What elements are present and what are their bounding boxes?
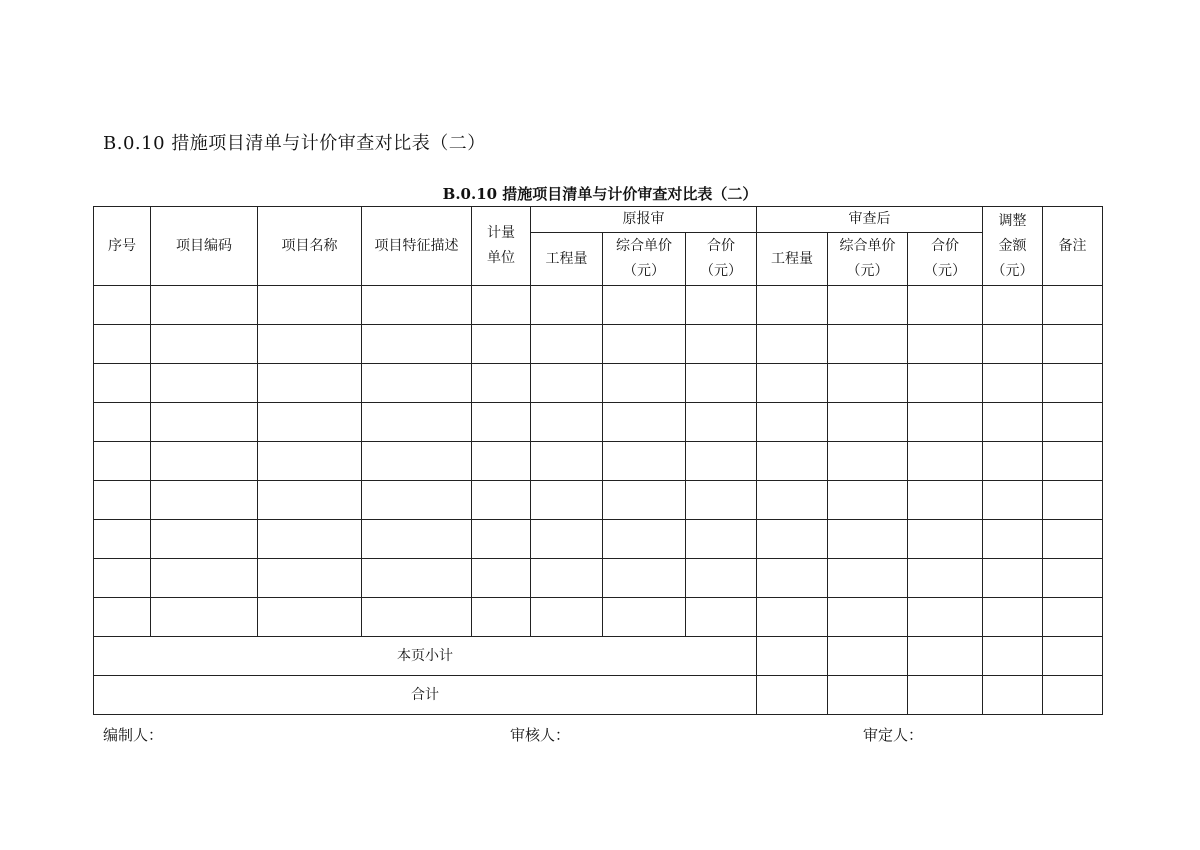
- table-row: [94, 559, 1103, 598]
- table-cell: [1043, 403, 1103, 442]
- table-row: [94, 520, 1103, 559]
- table-cell: [472, 325, 531, 364]
- header-reviewed-unit-price-line1: 综合单价: [839, 238, 896, 254]
- table-cell: [362, 442, 472, 481]
- table-cell: [151, 442, 258, 481]
- table-cell: [757, 598, 828, 637]
- table-cell: [686, 481, 757, 520]
- header-adjust-line2: 金额: [998, 237, 1027, 254]
- table-cell: [757, 403, 828, 442]
- table-cell: [828, 325, 908, 364]
- header-item-features: 项目特征描述: [362, 207, 472, 286]
- table-cell: [531, 481, 603, 520]
- header-original-total: [686, 233, 757, 286]
- table-cell: [258, 559, 362, 598]
- header-original-quantity: 工程量: [531, 233, 603, 286]
- table-cell: [908, 403, 983, 442]
- table-row: [94, 364, 1103, 403]
- table-cell: [686, 598, 757, 637]
- header-reviewed-group: 审查后: [757, 207, 983, 233]
- table-cell: [531, 520, 603, 559]
- table-cell: [472, 598, 531, 637]
- table-cell: [983, 403, 1043, 442]
- table-cell: [94, 364, 151, 403]
- header-reviewed-total-line1: 合价: [931, 238, 960, 254]
- table-cell: [362, 481, 472, 520]
- table-cell: [828, 676, 908, 715]
- header-remark: 备注: [1043, 207, 1103, 286]
- header-item-name: 项目名称: [258, 207, 362, 286]
- table-cell: [828, 520, 908, 559]
- header-reviewed-unit-price: [828, 233, 908, 286]
- table-cell: [94, 442, 151, 481]
- table-row: [94, 481, 1103, 520]
- table-cell: [757, 637, 828, 676]
- table-cell: [603, 286, 686, 325]
- table-cell: [686, 364, 757, 403]
- table-cell: [94, 520, 151, 559]
- header-reviewed-total-line2: （元）: [924, 263, 967, 279]
- table-cell: [1043, 520, 1103, 559]
- table-cell: [1043, 286, 1103, 325]
- table-cell: [258, 598, 362, 637]
- table-cell: [472, 286, 531, 325]
- header-reviewed-quantity: 工程量: [757, 233, 828, 286]
- compiler-signature-label: 编制人：: [103, 726, 164, 744]
- table-cell: [1043, 481, 1103, 520]
- header-original-unit-price-line2: （元）: [623, 263, 665, 279]
- table-cell: [1043, 676, 1103, 715]
- table-cell: [686, 325, 757, 364]
- table-cell: [908, 286, 983, 325]
- grand-total-row: [94, 676, 1103, 715]
- table-cell: [828, 364, 908, 403]
- table-cell: [362, 286, 472, 325]
- table-cell: [983, 442, 1043, 481]
- table-cell: [531, 559, 603, 598]
- table-row: [94, 286, 1103, 325]
- table-cell: [531, 403, 603, 442]
- header-adjust-line1: 调整: [998, 212, 1027, 229]
- table-cell: [908, 637, 983, 676]
- reviewer-signature-label: 审核人：: [510, 726, 571, 744]
- header-reviewed-total: [908, 233, 983, 286]
- header-original-group: 原报审: [531, 207, 757, 233]
- table-cell: [94, 598, 151, 637]
- table-cell: [258, 286, 362, 325]
- table-cell: [757, 520, 828, 559]
- table-cell: [828, 559, 908, 598]
- approver-signature-label: 审定人：: [863, 726, 924, 744]
- table-cell: [472, 520, 531, 559]
- table-cell: [362, 403, 472, 442]
- table-cell: [362, 559, 472, 598]
- table-cell: [151, 364, 258, 403]
- table-cell: [757, 559, 828, 598]
- table-cell: [531, 286, 603, 325]
- table-cell: [908, 598, 983, 637]
- table-cell: [151, 403, 258, 442]
- table-cell: [603, 364, 686, 403]
- table-cell: [94, 403, 151, 442]
- table-cell: [258, 481, 362, 520]
- header-original-unit-price-line1: 综合单价: [616, 238, 672, 254]
- table-cell: [362, 325, 472, 364]
- table-cell: [603, 559, 686, 598]
- table-cell: [258, 364, 362, 403]
- page-subtotal-row: [94, 637, 1103, 676]
- table-cell: [362, 364, 472, 403]
- table-cell: [531, 442, 603, 481]
- table-cell: [151, 598, 258, 637]
- header-adjust-amount: [983, 207, 1043, 286]
- table-cell: [1043, 559, 1103, 598]
- table-cell: [151, 481, 258, 520]
- table-cell: [472, 364, 531, 403]
- table-cell: [472, 481, 531, 520]
- header-unit: [472, 207, 531, 286]
- table-row: [94, 325, 1103, 364]
- table-cell: [983, 481, 1043, 520]
- section-heading: B.0.10 措施项目清单与计价审查对比表（二）: [103, 133, 486, 154]
- header-original-unit-price: [603, 233, 686, 286]
- table-cell: [603, 598, 686, 637]
- table-cell: [757, 364, 828, 403]
- table-cell: [603, 481, 686, 520]
- table-cell: [1043, 364, 1103, 403]
- header-original-total-line1: 合价: [707, 238, 735, 254]
- table-cell: [472, 403, 531, 442]
- table-cell: [151, 520, 258, 559]
- table-cell: [531, 364, 603, 403]
- table-cell: [983, 559, 1043, 598]
- table-cell: [983, 676, 1043, 715]
- page-subtotal-label: 本页小计: [94, 637, 757, 676]
- table-cell: [151, 325, 258, 364]
- table-cell: [686, 403, 757, 442]
- table-cell: [983, 325, 1043, 364]
- table-row: [94, 598, 1103, 637]
- table-cell: [151, 286, 258, 325]
- table-cell: [1043, 325, 1103, 364]
- table-cell: [1043, 637, 1103, 676]
- table-cell: [828, 286, 908, 325]
- table-cell: [362, 520, 472, 559]
- table-cell: [983, 286, 1043, 325]
- table-cell: [603, 520, 686, 559]
- table-cell: [757, 676, 828, 715]
- table-cell: [757, 325, 828, 364]
- table-cell: [258, 403, 362, 442]
- table-cell: [908, 325, 983, 364]
- grand-total-label: 合计: [94, 676, 757, 715]
- table-cell: [603, 403, 686, 442]
- table-row: [94, 403, 1103, 442]
- table-cell: [686, 559, 757, 598]
- table-cell: [531, 325, 603, 364]
- table-cell: [1043, 442, 1103, 481]
- table-cell: [983, 520, 1043, 559]
- header-original-total-line2: （元）: [700, 263, 742, 279]
- table-cell: [757, 442, 828, 481]
- table-cell: [94, 559, 151, 598]
- header-seq: 序号: [94, 207, 151, 286]
- table-cell: [828, 637, 908, 676]
- table-cell: [94, 325, 151, 364]
- table-row: [94, 442, 1103, 481]
- table-cell: [983, 637, 1043, 676]
- table-cell: [908, 520, 983, 559]
- table-cell: [983, 598, 1043, 637]
- header-reviewed-unit-price-line2: （元）: [846, 263, 889, 279]
- table-cell: [472, 442, 531, 481]
- table-cell: [828, 598, 908, 637]
- table-cell: [908, 559, 983, 598]
- table-cell: [258, 325, 362, 364]
- header-item-code: 项目编码: [151, 207, 258, 286]
- header-unit-line2: 单位: [487, 250, 515, 266]
- table-cell: [603, 442, 686, 481]
- table-cell: [828, 442, 908, 481]
- header-adjust-line3: （元）: [991, 262, 1034, 279]
- table-cell: [603, 325, 686, 364]
- table-cell: [94, 481, 151, 520]
- table-cell: [1043, 598, 1103, 637]
- table-title: B.0.10 措施项目清单与计价审查对比表（二）: [442, 185, 758, 203]
- table-cell: [686, 286, 757, 325]
- table-cell: [908, 676, 983, 715]
- table-cell: [757, 286, 828, 325]
- header-unit-line1: 计量: [487, 225, 515, 241]
- comparison-table: [93, 206, 1103, 715]
- table-cell: [258, 442, 362, 481]
- table-cell: [531, 598, 603, 637]
- table-cell: [757, 481, 828, 520]
- table-cell: [94, 286, 151, 325]
- table-cell: [908, 442, 983, 481]
- table-cell: [472, 559, 531, 598]
- table-cell: [258, 520, 362, 559]
- table-cell: [828, 403, 908, 442]
- table-cell: [686, 442, 757, 481]
- table-cell: [908, 481, 983, 520]
- table-cell: [983, 364, 1043, 403]
- table-cell: [151, 559, 258, 598]
- table-cell: [908, 364, 983, 403]
- table-cell: [362, 598, 472, 637]
- table-cell: [686, 520, 757, 559]
- table-cell: [828, 481, 908, 520]
